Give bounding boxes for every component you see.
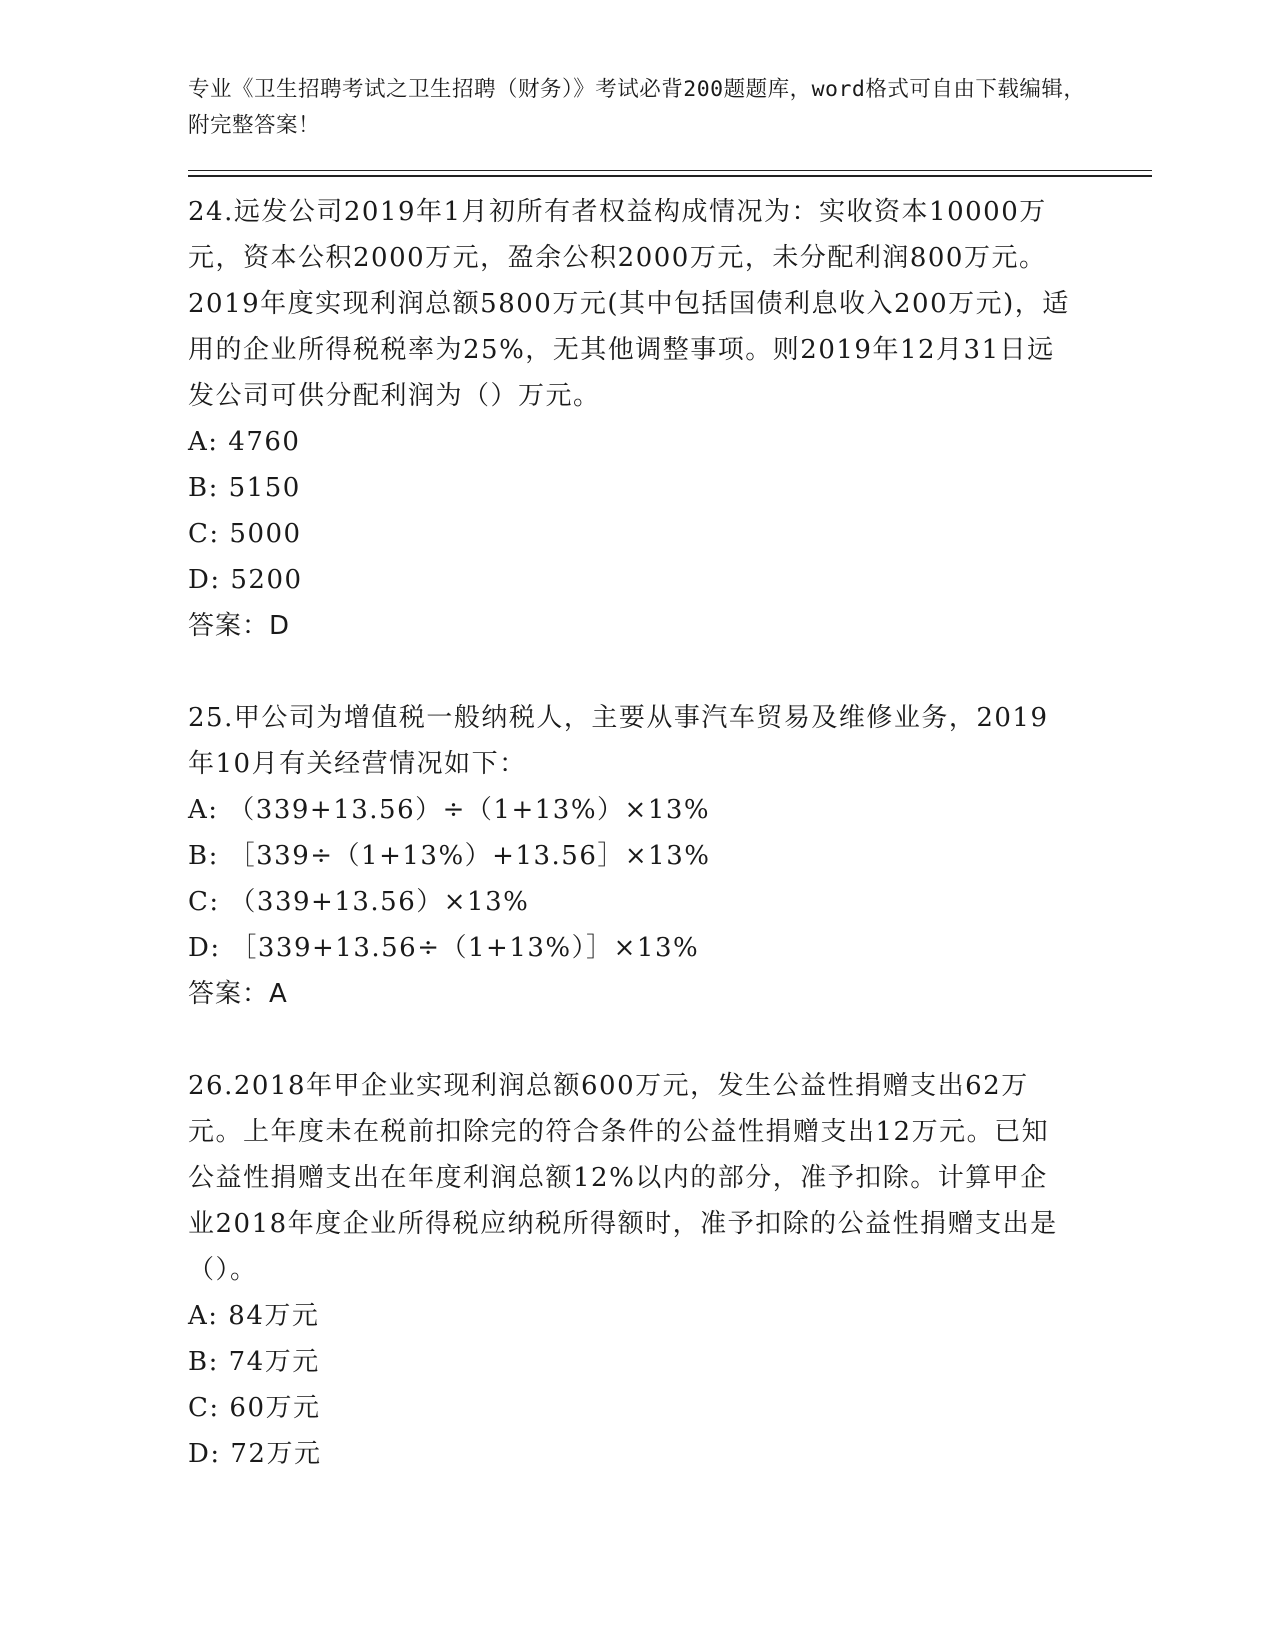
option-b: B: 5150 [188,473,301,503]
option-c: C: 60万元 [188,1393,321,1423]
answer-label: 答案：D [188,611,291,641]
question-list [188,189,1073,1477]
option-c: C: （339+13.56）×13% [188,887,530,917]
spacer [188,1017,1073,1063]
option-c: C: 5000 [188,519,302,549]
question-stem: 26.2018年甲企业实现利润总额600万元，发生公益性捐赠支出62万元。上年度未在税前扣除完的符合条件的公益性捐赠支出12万元。已知公益性捐赠支出在年度利润总额12%以内的部分，准予扣除。计算甲企业2018年度企业所得税应纳税所得额时，准予扣除的公益性捐赠支出是（）。 [188,1071,1058,1285]
option-a: A: （339+13.56）÷（1+13%）×13% [188,795,711,825]
question-24 [188,189,1073,649]
question-stem: 24.远发公司2019年1月初所有者权益构成情况为：实收资本10000万元，资本公积2000万元，盈余公积2000万元，未分配利润800万元。2019年度实现利润总额5800万元(其中包括国债利息收入200万元)，适用的企业所得税税率为25%，无其他调整事项。则2019年12月31日远发公司可供分配利润为（）万元。 [188,197,1070,411]
option-a: A: 84万元 [188,1301,320,1331]
spacer [188,649,1073,695]
document-header: 专业《卫生招聘考试之卫生招聘（财务）》考试必背200题题库，word格式可自由下载编辑，附完整答案！ [188,77,1086,138]
option-d: D: ［339+13.56÷（1+13%）］×13% [188,933,700,963]
option-b: B: 74万元 [188,1347,320,1377]
option-a: A: 4760 [188,427,301,457]
question-stem: 25.甲公司为增值税一般纳税人，主要从事汽车贸易及维修业务，2019年10月有关经营情况如下： [188,703,1049,779]
question-26 [188,1063,1073,1477]
header-divider-thin [188,170,1152,171]
option-d: D: 72万元 [188,1439,322,1469]
header-divider-thick [188,175,1152,177]
option-d: D: 5200 [188,565,303,595]
option-b: B: ［339÷（1+13%）+13.56］×13% [188,841,711,871]
answer-label: 答案：A [188,979,288,1009]
question-25 [188,695,1073,1017]
